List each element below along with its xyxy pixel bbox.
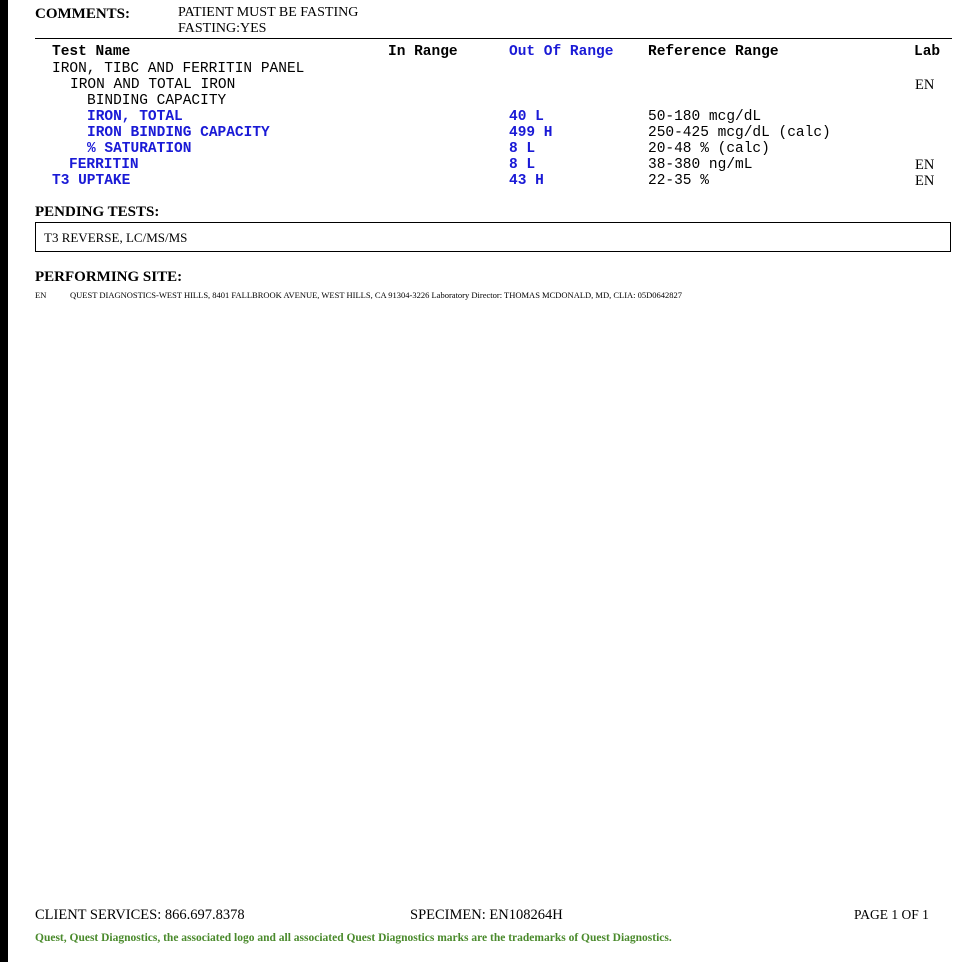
out-of-range-value: 40 L	[509, 109, 544, 125]
header-test-name: Test Name	[52, 44, 131, 60]
test-name: IRON BINDING CAPACITY	[87, 125, 270, 141]
reference-range: 50-180 mcg/dL	[648, 109, 762, 125]
lab-code: EN	[915, 157, 935, 173]
pending-tests-label: PENDING TESTS:	[35, 204, 160, 220]
lab-code: EN	[915, 173, 935, 189]
divider	[35, 38, 952, 39]
comments-label: COMMENTS:	[35, 6, 130, 22]
reference-range: 38-380 ng/mL	[648, 157, 753, 173]
reference-range: 250-425 mcg/dL (calc)	[648, 125, 831, 141]
table-row	[8, 109, 960, 125]
lab-code: EN	[915, 77, 935, 93]
test-name: BINDING CAPACITY	[87, 93, 227, 109]
pending-tests-box	[35, 222, 951, 252]
comments-text	[178, 5, 358, 37]
specimen-id: SPECIMEN: EN108264H	[410, 907, 563, 923]
site-address: QUEST DIAGNOSTICS-WEST HILLS, 8401 FALLBROOK AVENUE, WEST HILLS, CA 91304-3226 Laboratory Director: THOMAS MCDONALD, MD, CLIA: 05D0642827	[70, 290, 683, 300]
performing-site-label: PERFORMING SITE:	[35, 269, 183, 285]
comment-line: PATIENT MUST BE FASTING	[178, 5, 359, 20]
test-name: T3 UPTAKE	[52, 173, 131, 189]
test-name: % SATURATION	[87, 141, 192, 157]
client-services: CLIENT SERVICES: 866.697.8378	[35, 907, 245, 923]
table-row	[8, 125, 960, 141]
header-lab: Lab	[914, 44, 941, 60]
trademark-notice: Quest, Quest Diagnostics, the associated logo and all associated Quest Diagnostics marks are the trademarks of Quest Diagnostics.	[35, 932, 672, 944]
test-name: IRON AND TOTAL IRON	[70, 77, 236, 93]
test-name: IRON, TIBC AND FERRITIN PANEL	[52, 61, 305, 77]
header-reference-range: Reference Range	[648, 44, 779, 60]
table-row	[8, 157, 960, 173]
reference-range: 20-48 % (calc)	[648, 141, 770, 157]
out-of-range-value: 8 L	[509, 141, 536, 157]
page-number: PAGE 1 OF 1	[854, 907, 929, 922]
site-code: EN	[35, 290, 47, 300]
lab-report-page	[8, 0, 960, 962]
test-name: IRON, TOTAL	[87, 109, 183, 125]
table-row	[8, 173, 960, 189]
out-of-range-value: 499 H	[509, 125, 553, 141]
table-row	[8, 77, 960, 93]
test-name: FERRITIN	[69, 157, 139, 173]
out-of-range-value: 8 L	[509, 157, 536, 173]
header-in-range: In Range	[388, 44, 458, 60]
reference-range: 22-35 %	[648, 173, 709, 189]
comment-line: FASTING:YES	[178, 21, 267, 36]
table-row	[8, 93, 960, 109]
out-of-range-value: 43 H	[509, 173, 544, 189]
table-row	[8, 61, 960, 77]
header-out-of-range: Out Of Range	[509, 44, 614, 60]
table-row	[8, 141, 960, 157]
pending-test-item: T3 REVERSE, LC/MS/MS	[44, 230, 188, 245]
